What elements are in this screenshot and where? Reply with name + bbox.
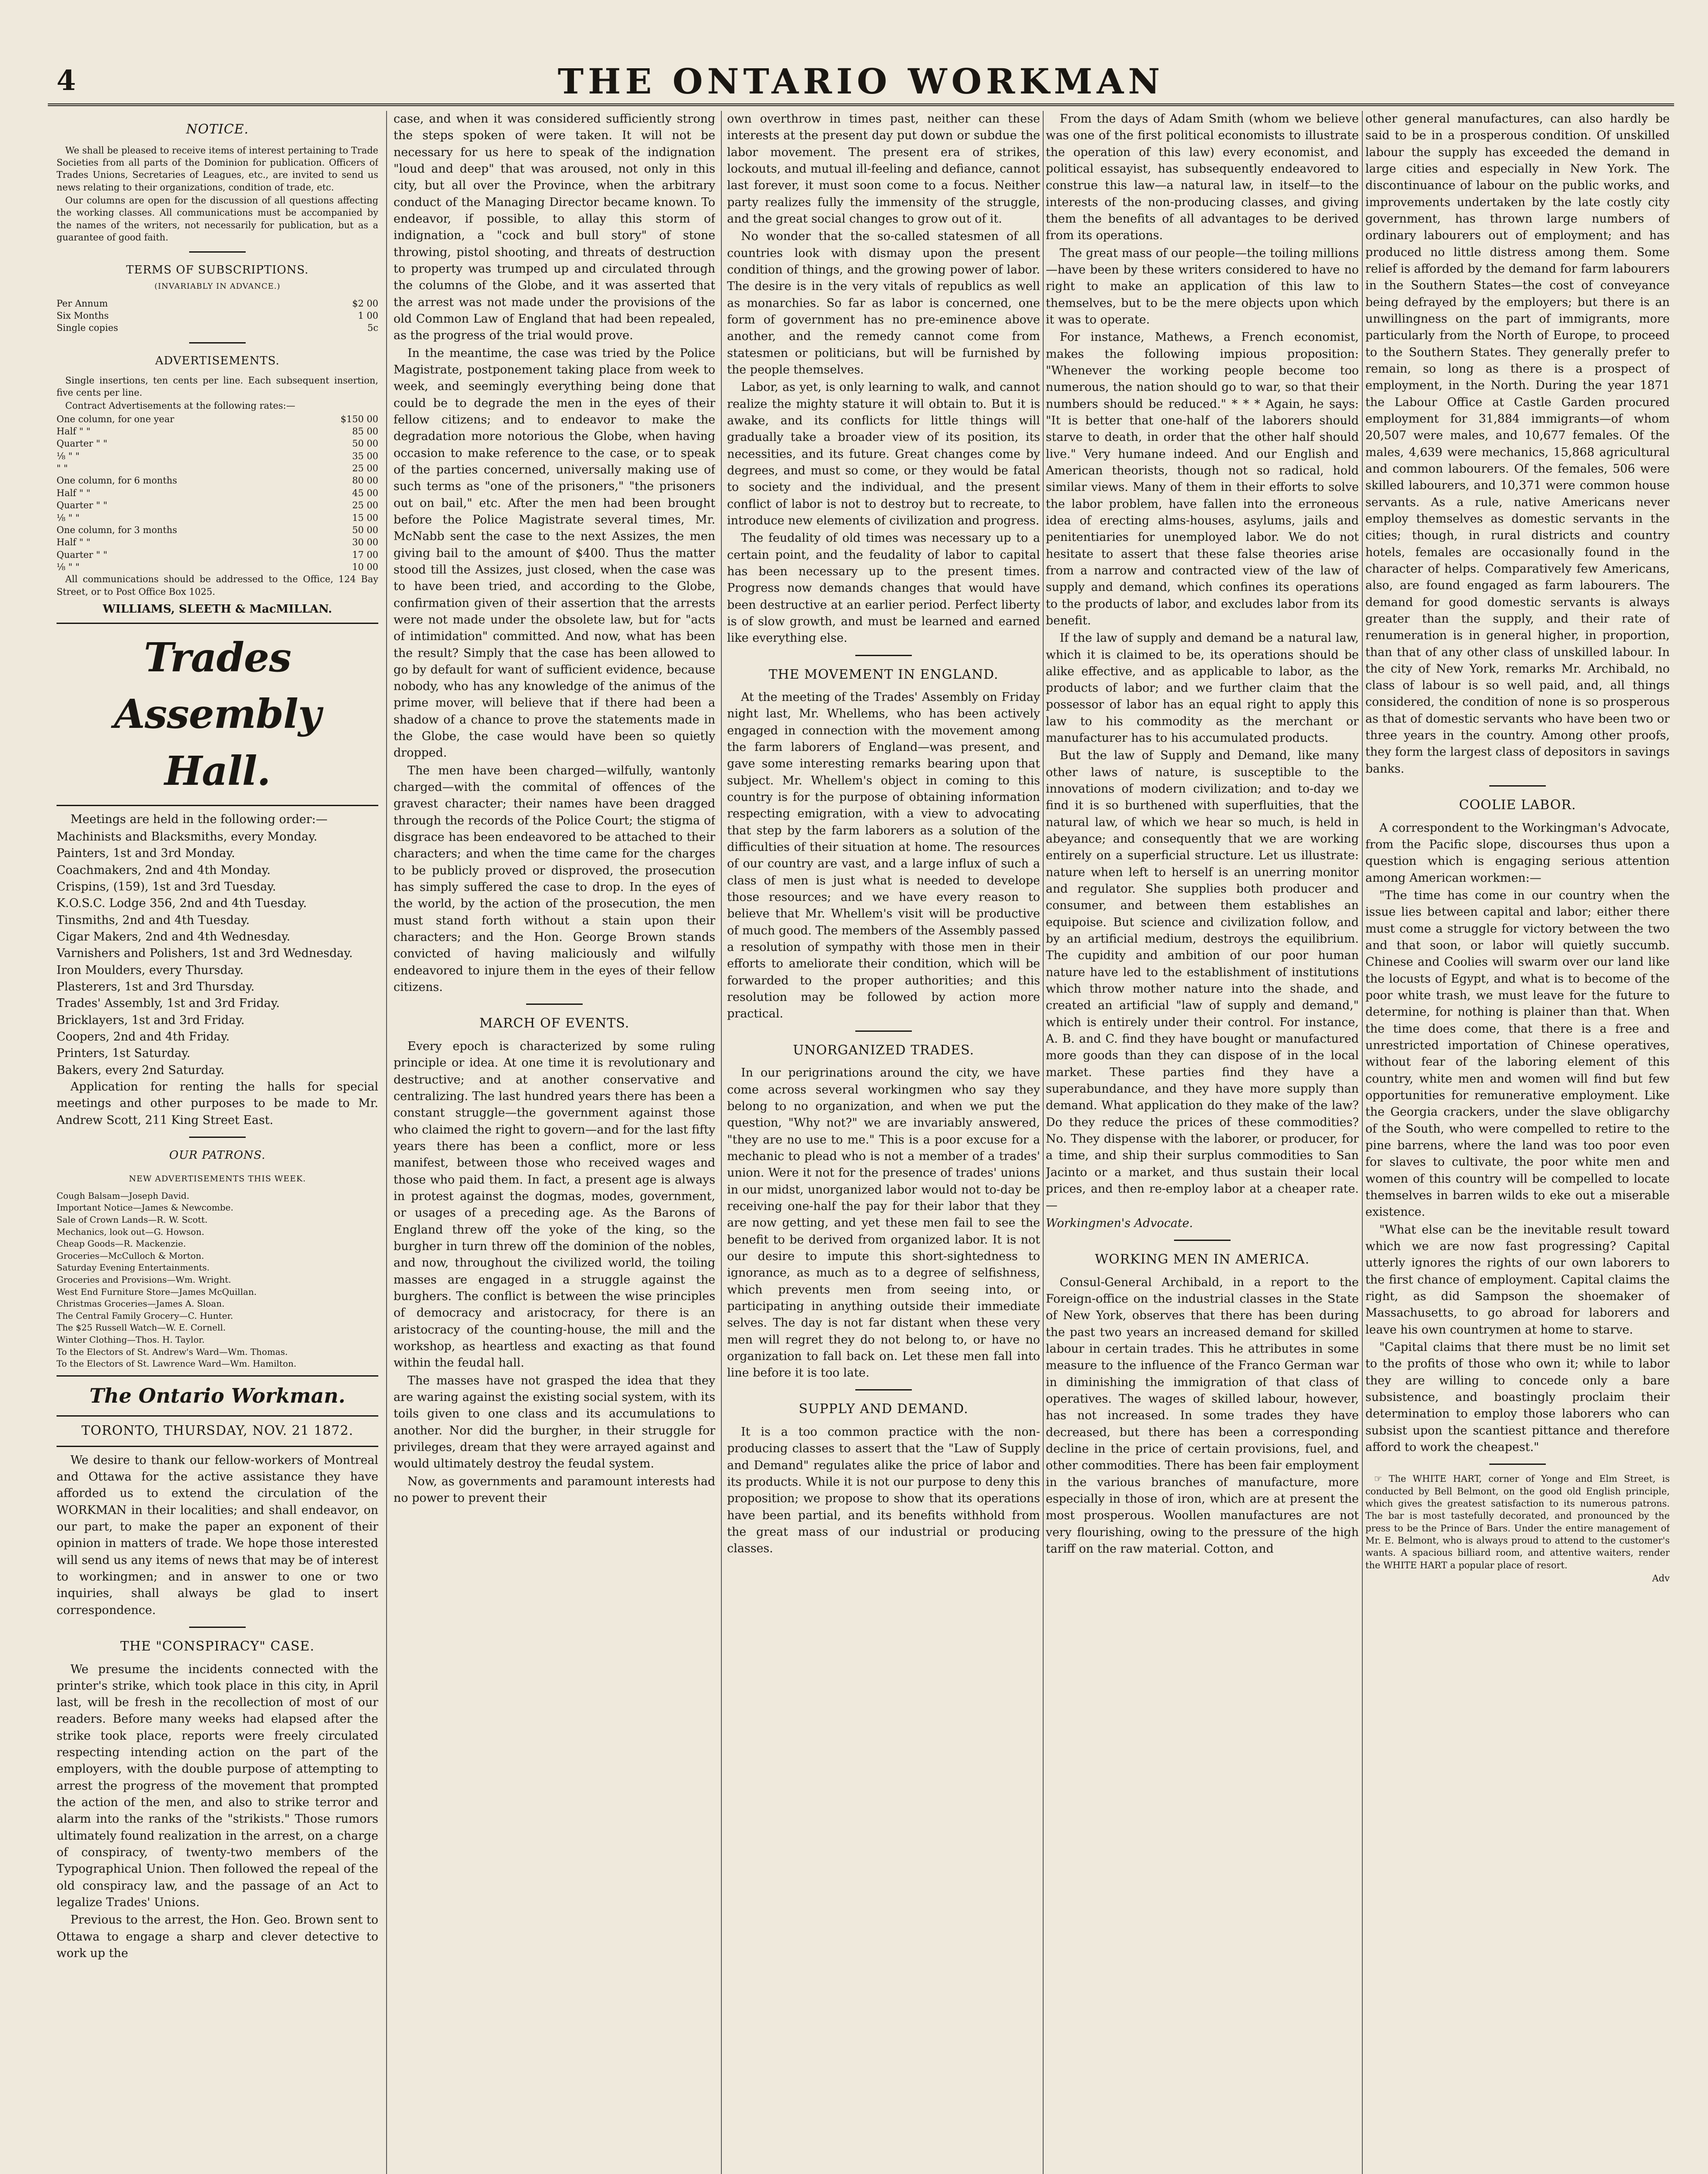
- column-divider: [1362, 111, 1363, 2174]
- divider: [189, 1627, 246, 1628]
- patron-item: The Central Family Grocery—C. Hunter.: [57, 1310, 234, 1321]
- subscriptions-subheading: (INVARIABLY IN ADVANCE.): [154, 282, 280, 291]
- rate-label: ⅛ " ": [57, 512, 80, 523]
- rate-value: $2 00: [352, 298, 378, 309]
- meeting-item: Coachmakers, 2nd and 4th Monday.: [57, 863, 271, 877]
- advertisements-heading: ADVERTISEMENTS.: [155, 354, 280, 367]
- column-2: [394, 111, 715, 2174]
- advertisement-rates: [57, 413, 378, 573]
- rate-row: [57, 413, 378, 425]
- masthead-rule: [48, 103, 1674, 110]
- rate-value: 30 00: [352, 537, 378, 548]
- rate-value: 35 00: [352, 450, 378, 461]
- article-paragraph: The men have been charged—wilfully, wantonly charged—with the commital of offences of the gravest character; their names have been dragged through the records of the Police Court; the stigma of disgrace has been endeavored to be attached to their characters; and when the time came for the charges to be publicly proved or disproved, the prosecution has simply suffered the case to drop. In the eyes of the world, by the action of the prosecution, the men must stand forth without a stain upon their characters; and the Hon. George Brown stands convicted of having maliciously and wilfully endeavored to injure them in the eyes of their fellow citizens.: [394, 764, 715, 994]
- meeting-item: Varnishers and Polishers, 1st and 3rd Wednesday.: [57, 947, 353, 960]
- article-paragraph: In the meantime, the case was tried by the Police Magistrate, postponement taking place from week to week, and seemingly everything being done that could be to degrade the men in the eyes of their fellow citizens; and to endeavor to make the degradation more notorious the Globe, when having occasion to make reference to the case, or to speak of the parties concerned, universally making use of such terms as "one of the prisoners," "the prisoners out on bail," etc. After the men had been brought before the Police Magistrate several times, Mr. McNabb sent the case to the next Assizes, the men giving bail to the amount of $400. Thus the matter stood till the Assizes, just closed, when the case was to have been tried, and according to the Globe, confirmation given of their assertion that the arrests were not made under the obsolete law, but for "acts of intimidation" committed. And now, what has been the result? Simply that the case has been allowed to go by default for want of sufficient evidence, because nobody, who has any knowledge of the animus of the prime mover, will believe that if there had been a shadow of a chance to prove the statements made in the Globe, the case would have been so quietly dropped.: [394, 346, 715, 760]
- divider: [57, 623, 378, 624]
- notice-block: [57, 144, 378, 244]
- patron-item: Winter Clothing—Thos. H. Taylor.: [57, 1334, 205, 1345]
- meeting-item: Painters, 1st and 3rd Monday.: [57, 847, 235, 860]
- rate-label: Quarter " ": [57, 549, 107, 560]
- patron-item: To the Electors of St. Andrew's Ward—Wm. Thomas.: [57, 1346, 288, 1357]
- advertisement-note-block: [57, 573, 378, 598]
- rate-value: 25 00: [352, 463, 378, 474]
- article-paragraph: "Capital claims that there must be no limit set to the profits of those who own it; while to labor they are willing to concede only a bare subsistence, and boastingly proclaim their determination to employ those laborers who can subsist upon the scantiest pittance and therefore afford to work the cheapest.": [1365, 1340, 1670, 1454]
- column-3: [727, 111, 1040, 2174]
- article-paragraph: It is a too common practice with the non-producing classes to assert that the "Law of Supply and Demand" regulates alike the price of labor and its products. While it is not our purpose to deny this proposition; we propose to show that its operations have been partial, and its benefits withhold from the great mass of our industrial or producing classes.: [727, 1425, 1040, 1556]
- article-source: Workingmen's Advocate.: [1046, 1216, 1193, 1230]
- article-paragraph: other general manufactures, can also hardly be said to be in a prosperous condition. Of unskilled labour the supply has exceeded the demand in large cities and especially in New York. The discontinuance of labour on the public works, and improvements undertaken by the late costly city government, has thrown large numbers of ordinary labourers out of employment; and has produced no little distress among them. Some relief is afforded by the demand for farm labourers in the Southern States—the cost of conveyance being defrayed by the employers; but there is an unwillingness on the part of immigrants, more particularly from the North of Europe, to proceed to the Southern States. They generally prefer to remain, so long as there is a prospect of employment, in the North. During the year 1871 the Labour Office at Castle Garden procured employment for 31,884 immigrants—of whom 20,507 were males, and 10,677 females. Of the males, 4,639 were mechanics, 15,868 agricultural and common labourers. Of the females, 506 were skilled labourers, and 10,371 were common house servants. As a rule, native Americans never employ themselves as domestic servants in the cities; though, in rural districts and country hotels, females are occasionally found in the character of helps. Comparatively few Americans, also, are found engaged as farm labourers. The demand for good domestic servants is always greater than the supply, and their rate of renumeration is in general higher, in proportion, than that of any other class of unskilled labour. In the city of New York, remarks Mr. Archibald, no class of labour is so well paid, and, all things considered, the condition of none is so prosperous as that of domestic servants who have been two or three years in the country. Among other proofs, they form the largest class of depositors in savings banks.: [1365, 112, 1670, 776]
- rate-value: $150 00: [340, 413, 378, 424]
- meeting-list: [57, 829, 378, 1079]
- rate-row: [57, 474, 378, 487]
- publishers: WILLIAMS, SLEETH & MacMILLAN.: [103, 602, 332, 616]
- rate-row: [57, 297, 378, 310]
- meeting-item: Bakers, every 2nd Saturday.: [57, 1063, 224, 1077]
- rate-label: Six Months: [57, 310, 109, 321]
- divider: [1489, 1464, 1546, 1465]
- column-divider: [721, 111, 722, 2174]
- coolie-heading: COOLIE LABOR.: [1459, 797, 1576, 813]
- rate-row: [57, 462, 378, 474]
- divider: [855, 1389, 912, 1390]
- rate-row: [57, 425, 378, 437]
- rate-label: " ": [57, 463, 68, 474]
- adv-mark: Adv: [1652, 1573, 1670, 1584]
- divider: [526, 1004, 583, 1005]
- page-number: 4: [57, 64, 76, 97]
- article-paragraph: If the law of supply and demand be a natural law, which it is claimed to be, its operations should be alike effective, and as applicable to labor, as the products of labor; and we further claim that the possessor of labor has an equal right to apply this law to his commodity as the merchant or manufacturer has to his accumulated products.: [1046, 631, 1359, 745]
- advertisement-paragraph: Contract Advertisements at the following rates:—: [65, 400, 295, 411]
- rate-label: ⅛ " ": [57, 561, 80, 572]
- america-heading: WORKING MEN IN AMERICA.: [1095, 1251, 1310, 1267]
- patrons-subheading: NEW ADVERTISEMENTS THIS WEEK.: [129, 1174, 306, 1184]
- patron-item: To the Electors of St. Lawrence Ward—Wm. Hamilton.: [57, 1358, 297, 1369]
- rate-label: Quarter " ": [57, 500, 107, 511]
- meeting-item: Cigar Makers, 2nd and 4th Wednesday.: [57, 930, 290, 944]
- divider: [1489, 785, 1546, 787]
- meeting-item: Coopers, 2nd and 4th Friday.: [57, 1030, 230, 1044]
- meeting-item: Printers, 1st Saturday.: [57, 1047, 190, 1060]
- patrons-heading: OUR PATRONS.: [169, 1148, 266, 1162]
- article-paragraph: Consul-General Archibald, in a report to the Foreign-office on the industrial classes in the State of New York, observes that there has been during the past two years an increased demand for skilled labour in certain trades. This he attributes in some measure to the influence of the Franco German war in diminishing the immigration of that class of operatives. The wages of skilled labour, however, has not increased. In some trades they have decreased, but there has been a corresponding decline in the price of certain provisions, fuel, and other commodities. There has been fair employment in the various branches of manufacture, more especially in those of iron, which are at present the most prosperous. Woollen manufactures are not very flourishing, owing to the pressure of the high tariff on the raw material. Cotton, and: [1046, 1275, 1359, 1556]
- divider: [57, 1375, 378, 1377]
- rate-label: ⅛ " ": [57, 450, 80, 461]
- article-paragraph: For instance, Mathews, a French economist, makes the following impious proposition: "Whenever the working people become too numerous, the nation should go to war, so that their numbers should be reduced." * * * Again, he says: "It is better that one-half of the laborers should starve to death, in order that the other half should live." Very humane indeed. And our English and American theorists, though not so radical, hold similar views. Many of them in their efforts to solve the labor problem, have fallen into the erroneous idea of erecting alms-houses, asylums, jails and penitentiaries for unemployed labor. We do not hesitate to assert that these false theories arise from a narrow and contracted view of the law of supply and demand, which confines its operations to the products of labor, and excludes labor from its benefit.: [1046, 330, 1359, 627]
- movement-heading: THE MOVEMENT IN ENGLAND.: [768, 667, 999, 682]
- masthead: [48, 57, 1674, 100]
- article-paragraph: At the meeting of the Trades' Assembly on Friday night last, Mr. Whellems, who has been actively engaged in connection with the movement among the farm laborers of England—was present, and gave some interesting remarks bearing upon that subject. Mr. Whellem's object in coming to this country is for the purpose of obtaining information respecting emigration, with a view to advocating that step by the farm laborers as a solution of the difficulties of their situation at home. The resources of our country are vast, and a large influx of such a class of men is just what is needed to develope those resources; and we have every reason to believe that Mr. Whellem's visit will be productive of much good. The members of the Assembly passed a resolution of sympathy with those men in their efforts to ameliorate their condition, which will be forwarded to the proper authorities; and this resolution may be followed by action more practical.: [727, 690, 1040, 1021]
- rate-value: 17 00: [352, 549, 378, 560]
- meeting-item: Machinists and Blacksmiths, every Monday.: [57, 830, 317, 844]
- trades-hall-intro: Meetings are held in the following order:—: [70, 812, 328, 826]
- conspiracy-heading: THE "CONSPIRACY" CASE.: [120, 1638, 315, 1654]
- column-5: [1365, 111, 1670, 2174]
- meeting-item: K.O.S.C. Lodge 356, 2nd and 4th Tuesday.: [57, 897, 307, 910]
- notice-heading: NOTICE.: [186, 122, 249, 137]
- meeting-item: Bricklayers, 1st and 3rd Friday.: [57, 1013, 245, 1027]
- article-paragraph: A correspondent to the Workingman's Advocate, from the Pacific slope, discourses thus upon a question which is engaging serious attention among American workmen:—: [1365, 821, 1670, 885]
- rate-value: 25 00: [352, 500, 378, 511]
- trades-hall-note: Application for renting the halls for special meetings and other purposes to be made to Mr. Andrew Scott, 211 King Street East.: [57, 1080, 378, 1127]
- newspaper-title: THE ONTARIO WORKMAN: [557, 61, 1164, 102]
- article-paragraph: We presume the incidents connected with the printer's strike, which took place in this city, in April last, will be fresh in the recollection of most of our readers. Before many weeks had elapsed after the strike took place, reports were freely circulated respecting intending action on the part of the employers, with the double purpose of attempting to arrest the progress of the movement that prompted the action of the men, and also to strike terror and alarm into the ranks of the "strikists." Those rumors ultimately found realization in the arrest, on a charge of conspiracy, of twenty-two members of the Typographical Union. Then followed the repeal of the old conspiracy law, and the passage of an Act to legalize Trades' Unions.: [57, 1662, 378, 1910]
- rate-value: 50 00: [352, 524, 378, 535]
- rate-label: Half " ": [57, 487, 90, 498]
- column-4: [1046, 111, 1359, 2174]
- white-hart-text: ☞ The WHITE HART, corner of Yonge and Elm Street, is conducted by Bell Belmont, on the good old English principle, which gives the greatest satisfaction to its numerous patrons. The bar is most tastefully decorated, and pronounced by the press to be the Prince of Bars. Under the entire management of Mr. E. Belmont, who is always proud to attend to the customer's wants. A spacious billiard room, and attentive waiters, render the WHITE HART a popular place of resort.: [1365, 1474, 1670, 1570]
- article-paragraph: Previous to the arrest, the Hon. Geo. Brown sent to Ottawa to engage a sharp and clever detective to work up the: [57, 1913, 378, 1961]
- trades-hall-title: Trades Assembly Hall.: [114, 634, 321, 795]
- article-paragraph: The great mass of our people—the toiling millions—have been by these writers considered to have no right to make an application of this law to themselves, but to be the mere objects upon which it was to operate.: [1046, 246, 1359, 327]
- rate-label: Half " ": [57, 537, 90, 548]
- rate-row: [57, 450, 378, 462]
- rate-label: Per Annum: [57, 298, 108, 309]
- meeting-item: Crispins, (159), 1st and 3rd Tuesday.: [57, 880, 276, 894]
- patron-item: The $25 Russell Watch—W. E. Cornell.: [57, 1322, 226, 1333]
- subscription-rates: [57, 297, 378, 334]
- rate-row: [57, 561, 378, 573]
- march-heading: MARCH OF EVENTS.: [479, 1016, 630, 1031]
- rate-label: One column, for one year: [57, 413, 174, 424]
- divider: [57, 1446, 378, 1447]
- rate-label: One column, for 6 months: [57, 475, 177, 486]
- rate-row: [57, 512, 378, 524]
- rate-row: [57, 549, 378, 561]
- article-paragraph: But the law of Supply and Demand, like many other laws of nature, is susceptible to the innovations of modern civilization; and to-day we find it is so burthened with superfluities, that the natural law, of which we hear so much, is held in abeyance; and consequently that we are working entirely on a superficial structure. Let us illustrate: nature when left to herself is an unerring monitor and regulator. She supplies both producer and consumer, and between them establishes an equipoise. But science and civilization follow, and by an artificial medium, destroys the equilibrium. The cupidity and ambition of our poor human nature have led to the establishment of institutions which throw mother nature into the shade, and created an artificial "law of supply and demand," which is entirely under their control. For instance, A. B. and C. find they have bought or manufactured more goods than they can dispose of in the local market. These parties find they have a superabundance, and they have more supply than demand. What application do they make of the law? Do they reduce the prices of these commodities? No. They dispense with the laborer, or producer, for a time, and ship their surplus commodities to San Jacinto or a market, and thus sustain their local prices, and then re-employ labor at a cheaper rate.—: [1046, 749, 1359, 1213]
- divider: [855, 655, 912, 656]
- patron-item: Groceries—McCulloch & Morton.: [57, 1250, 204, 1261]
- patrons-list: [57, 1190, 378, 1370]
- unorganized-heading: UNORGANIZED TRADES.: [793, 1042, 974, 1058]
- divider: [189, 251, 246, 253]
- rate-value: 15 00: [352, 512, 378, 523]
- rate-row: [57, 487, 378, 499]
- patron-item: Christmas Groceries—James A. Sloan.: [57, 1298, 225, 1309]
- rate-row: [57, 437, 378, 450]
- editorial-paragraph: We desire to thank our fellow-workers of Montreal and Ottawa for the active assistance they have afforded us to extend the circulation of the WORKMAN in their localities; and shall endeavor, on our part, to make the paper an exponent of their opinion in matters of trade. We hope those interested will send us any items of news that may be of interest to workingmen; and in answer to one or two inquiries, shall always be glad to insert correspondence.: [57, 1453, 378, 1617]
- rate-value: 85 00: [352, 426, 378, 437]
- subscriptions-heading: TERMS OF SUBSCRIPTIONS.: [126, 263, 309, 277]
- divider: [189, 342, 246, 343]
- article-paragraph: "The time has come in our country when the issue lies between capital and labor; either there must come a struggle for victory between the two and that soon, or labor will quietly succumb. Chinese and Coolies will swarm over our land like the locusts of Egypt, and what is to become of the poor white trash, we must leave for the future to determine, for nothing is plainer than that. When the time does come, that there is a free and unrestricted importation of Chinese operatives, without fear of the laboring element of this country, white men and women will find but few opportunities for remunerative employment. Like the Georgia crackers, under the slave obligarchy of the South, who were compelled to retire to the pine barrens, where the land was too poor even for slaves to cultivate, the poor white men and women of this country will be compelled to locate themselves in barren wilds to eke out a miserable existence.: [1365, 889, 1670, 1219]
- patron-item: Cough Balsam—Joseph David.: [57, 1190, 190, 1201]
- rate-value: 45 00: [352, 487, 378, 498]
- advertisement-paragraph: Single insertions, ten cents per line. Each subsequent insertion, five cents per line.: [57, 375, 378, 398]
- rate-value: 50 00: [352, 438, 378, 449]
- article-paragraph: own overthrow in times past, neither can these interests at the present day put down or subdue the labor movement. The present era of strikes, lockouts, and mutual ill-feeling and defiance, cannot last forever, it must soon come to a focus. Neither party realizes fully the immensity of the struggle, and the great social changes to grow out of it.: [727, 112, 1040, 226]
- rate-value: 5c: [367, 323, 378, 333]
- patron-item: Saturday Evening Entertainments.: [57, 1262, 210, 1273]
- patron-item: Sale of Crown Lands—R. W. Scott.: [57, 1214, 208, 1225]
- advertisements-block: [57, 374, 378, 412]
- rate-value: 10 00: [352, 561, 378, 572]
- patron-item: West End Furniture Store—James McQuillan.: [57, 1286, 257, 1297]
- patron-item: Cheap Goods—R. Mackenzie.: [57, 1238, 186, 1249]
- rate-row: [57, 499, 378, 511]
- rate-label: Half " ": [57, 426, 90, 437]
- meeting-item: Tinsmiths, 2nd and 4th Tuesday.: [57, 913, 250, 927]
- patron-item: Mechanics, look out—G. Howson.: [57, 1226, 204, 1237]
- column-divider: [1043, 111, 1044, 2174]
- notice-paragraph: Our columns are open for the discussion of all questions affecting the working classes. All communications must be accompanied by the names of the writers, not necessarily for publication, but as a guarantee of good faith.: [57, 195, 378, 243]
- paper-nameplate: The Ontario Workman.: [89, 1384, 346, 1407]
- patron-item: Groceries and Provisions—Wm. Wright.: [57, 1274, 231, 1285]
- article-paragraph: case, and when it was considered sufficiently strong the steps spoken of were taken. It will not be necessary for us here to speak of the indignation "loud and deep" that was aroused, not only in this city, but all over the Province, when the arbitrary conduct of the Managing Director became known. To endeavor, if possible, to allay this storm of indignation, a "cock and bull story" of stone throwing, pistol shooting, and threats of destruction to property was trumped up and circulated through the columns of the Globe, and it was asserted that the arrest was not made under the provisions of the old Common Law of England that had been repealed, as the progress of the trial would prove.: [394, 112, 715, 343]
- meeting-item: Plasterers, 1st and 3rd Thursday.: [57, 980, 255, 994]
- article-paragraph: From the days of Adam Smith (whom we believe was one of the first political economists to illustrate the operation of this law) every economist, and political essayist, has subsequently endeavored to construe this law—a natural law, in itself—to the interests of the non-producing classes, and giving them the benefits of all advantages to be derived from its operations.: [1046, 112, 1359, 243]
- divider: [189, 1137, 246, 1138]
- article-paragraph: In our perigrinations around the city, we have come across several workingmen who say they belong to no organization, and when we put the question, "Why not?" we are invariably answered, "they are no use to me." This is a poor excuse for a mechanic to plead who is not a member of a trades' union. Were it not for the presence of trades' unions in our midst, unorganized labor would not to-day be receiving one-half the pay for their labor that they are now getting, and yet these men fail to see the benefit to be derived from organized labor. It is not our desire to impute this short-sightedness to ignorance, as much as to a degree of selfishness, which prevents men from seeing into, or participating in anything outside their immediate selves. The day is not far distant when these very men will regret they do not belong to, or have no organization to fall back on. Let these men fall into line before it is too late.: [727, 1066, 1040, 1380]
- supply-heading: SUPPLY AND DEMAND.: [798, 1401, 969, 1417]
- white-hart-ad: [1365, 1473, 1670, 1584]
- advertisement-note: All communications should be addressed to the Office, 124 Bay Street, or to Post Office Box 1025.: [57, 574, 378, 597]
- divider: [57, 805, 378, 806]
- rate-label: One column, for 3 months: [57, 524, 177, 535]
- column-1: [57, 111, 378, 2174]
- article-paragraph: "What else can be the inevitable result toward which we are now fast progressing? Capital utterly ignores the rights of our own laborers to the first chance of employment. Capital claims the right, as did Sampson the shoemaker of Massachusetts, to go abroad for laborers and leave his own countrymen at home to starve.: [1365, 1223, 1670, 1337]
- meeting-item: Iron Moulders, every Thursday.: [57, 963, 244, 977]
- article-paragraph: The masses have not grasped the idea that they are waring against the existing social system, with its toils given to one class and its accumulations to another. Nor did the burgher, in their struggle for privileges, dream that they were arrayed against and would ultimately destroy the feudal system.: [394, 1374, 715, 1471]
- article-paragraph: Every epoch is characterized by some ruling principle or idea. At one time it is revolutionary and destructive; and at another conservative and centralizing. The last hundred years there has been a constant struggle—the government against those who claimed the right to govern—and for the last fifty years there has been a conflict, more or less manifest, between those who received wages and those who paid them. In fact, a present age is always in protest against the dogmas, modes, government, or usages of a preceding age. As the Barons of England threw off the yoke of the king, so the burgher in turn threw off the dominion of the nobles, and now, throughout the civilized world, the toiling masses are engaged in a struggle against the burghers. The conflict is between the wise principles of democracy and aristocracy, for there is an aristocracy of the counting-house, the mill and the workshop, as heartless and exacting as that found within the feudal hall.: [394, 1039, 715, 1370]
- divider: [1174, 1240, 1231, 1241]
- divider: [57, 1415, 378, 1417]
- rate-label: Quarter " ": [57, 438, 107, 449]
- rate-row: [57, 524, 378, 536]
- article-paragraph: The feudality of old times was necessary up to a certain point, and the feudality of labor to capital has been necessary up to the present times. Progress now demands changes that would have been destructive at an earlier period. Perfect liberty is of slow growth, and must be learned and earned like everything else.: [727, 531, 1040, 645]
- article-paragraph: No wonder that the so-called statesmen of all countries look with dismay upon the present condition of things, and the growing power of labor. The desire is in the very vitals of republics as well as monarchies. So far as labor is concerned, one form of government has no pre-eminence above another, and the remedy cannot come from statesmen or politicians, but will be furnished by the people themselves.: [727, 230, 1040, 377]
- rate-row: [57, 310, 378, 322]
- meeting-item: Trades' Assembly, 1st and 3rd Friday.: [57, 997, 280, 1010]
- column-divider: [386, 111, 387, 2174]
- rate-value: 1 00: [358, 310, 378, 321]
- rate-row: [57, 536, 378, 548]
- divider: [855, 1030, 912, 1032]
- patron-item: Important Notice—James & Newcombe.: [57, 1202, 234, 1213]
- article-paragraph: Now, as governments and paramount interests had no power to prevent their: [394, 1474, 715, 1505]
- rate-label: Single copies: [57, 323, 118, 333]
- dateline: TORONTO, THURSDAY, NOV. 21 1872.: [81, 1423, 354, 1439]
- article-paragraph: Labor, as yet, is only learning to walk, and cannot realize the mighty stature it will obtain to. But it is awake, and its conflicts for little things will gradually take a broader view of its position, its necessities, and its future. Great changes come by degrees, and must so come, or they would be fatal to society and the individual, and the present conflict of labor is not to destroy but to recreate, to introduce new elements of civilization and progress.: [727, 380, 1040, 527]
- notice-paragraph: We shall be pleased to receive items of interest pertaining to Trade Societies from all parts of the Dominion for publication. Officers of Trades Unions, Secretaries of Leagues, etc., are invited to send us news relating to their organizations, condition of trade, etc.: [57, 145, 378, 193]
- rate-row: [57, 322, 378, 334]
- rate-value: 80 00: [352, 475, 378, 486]
